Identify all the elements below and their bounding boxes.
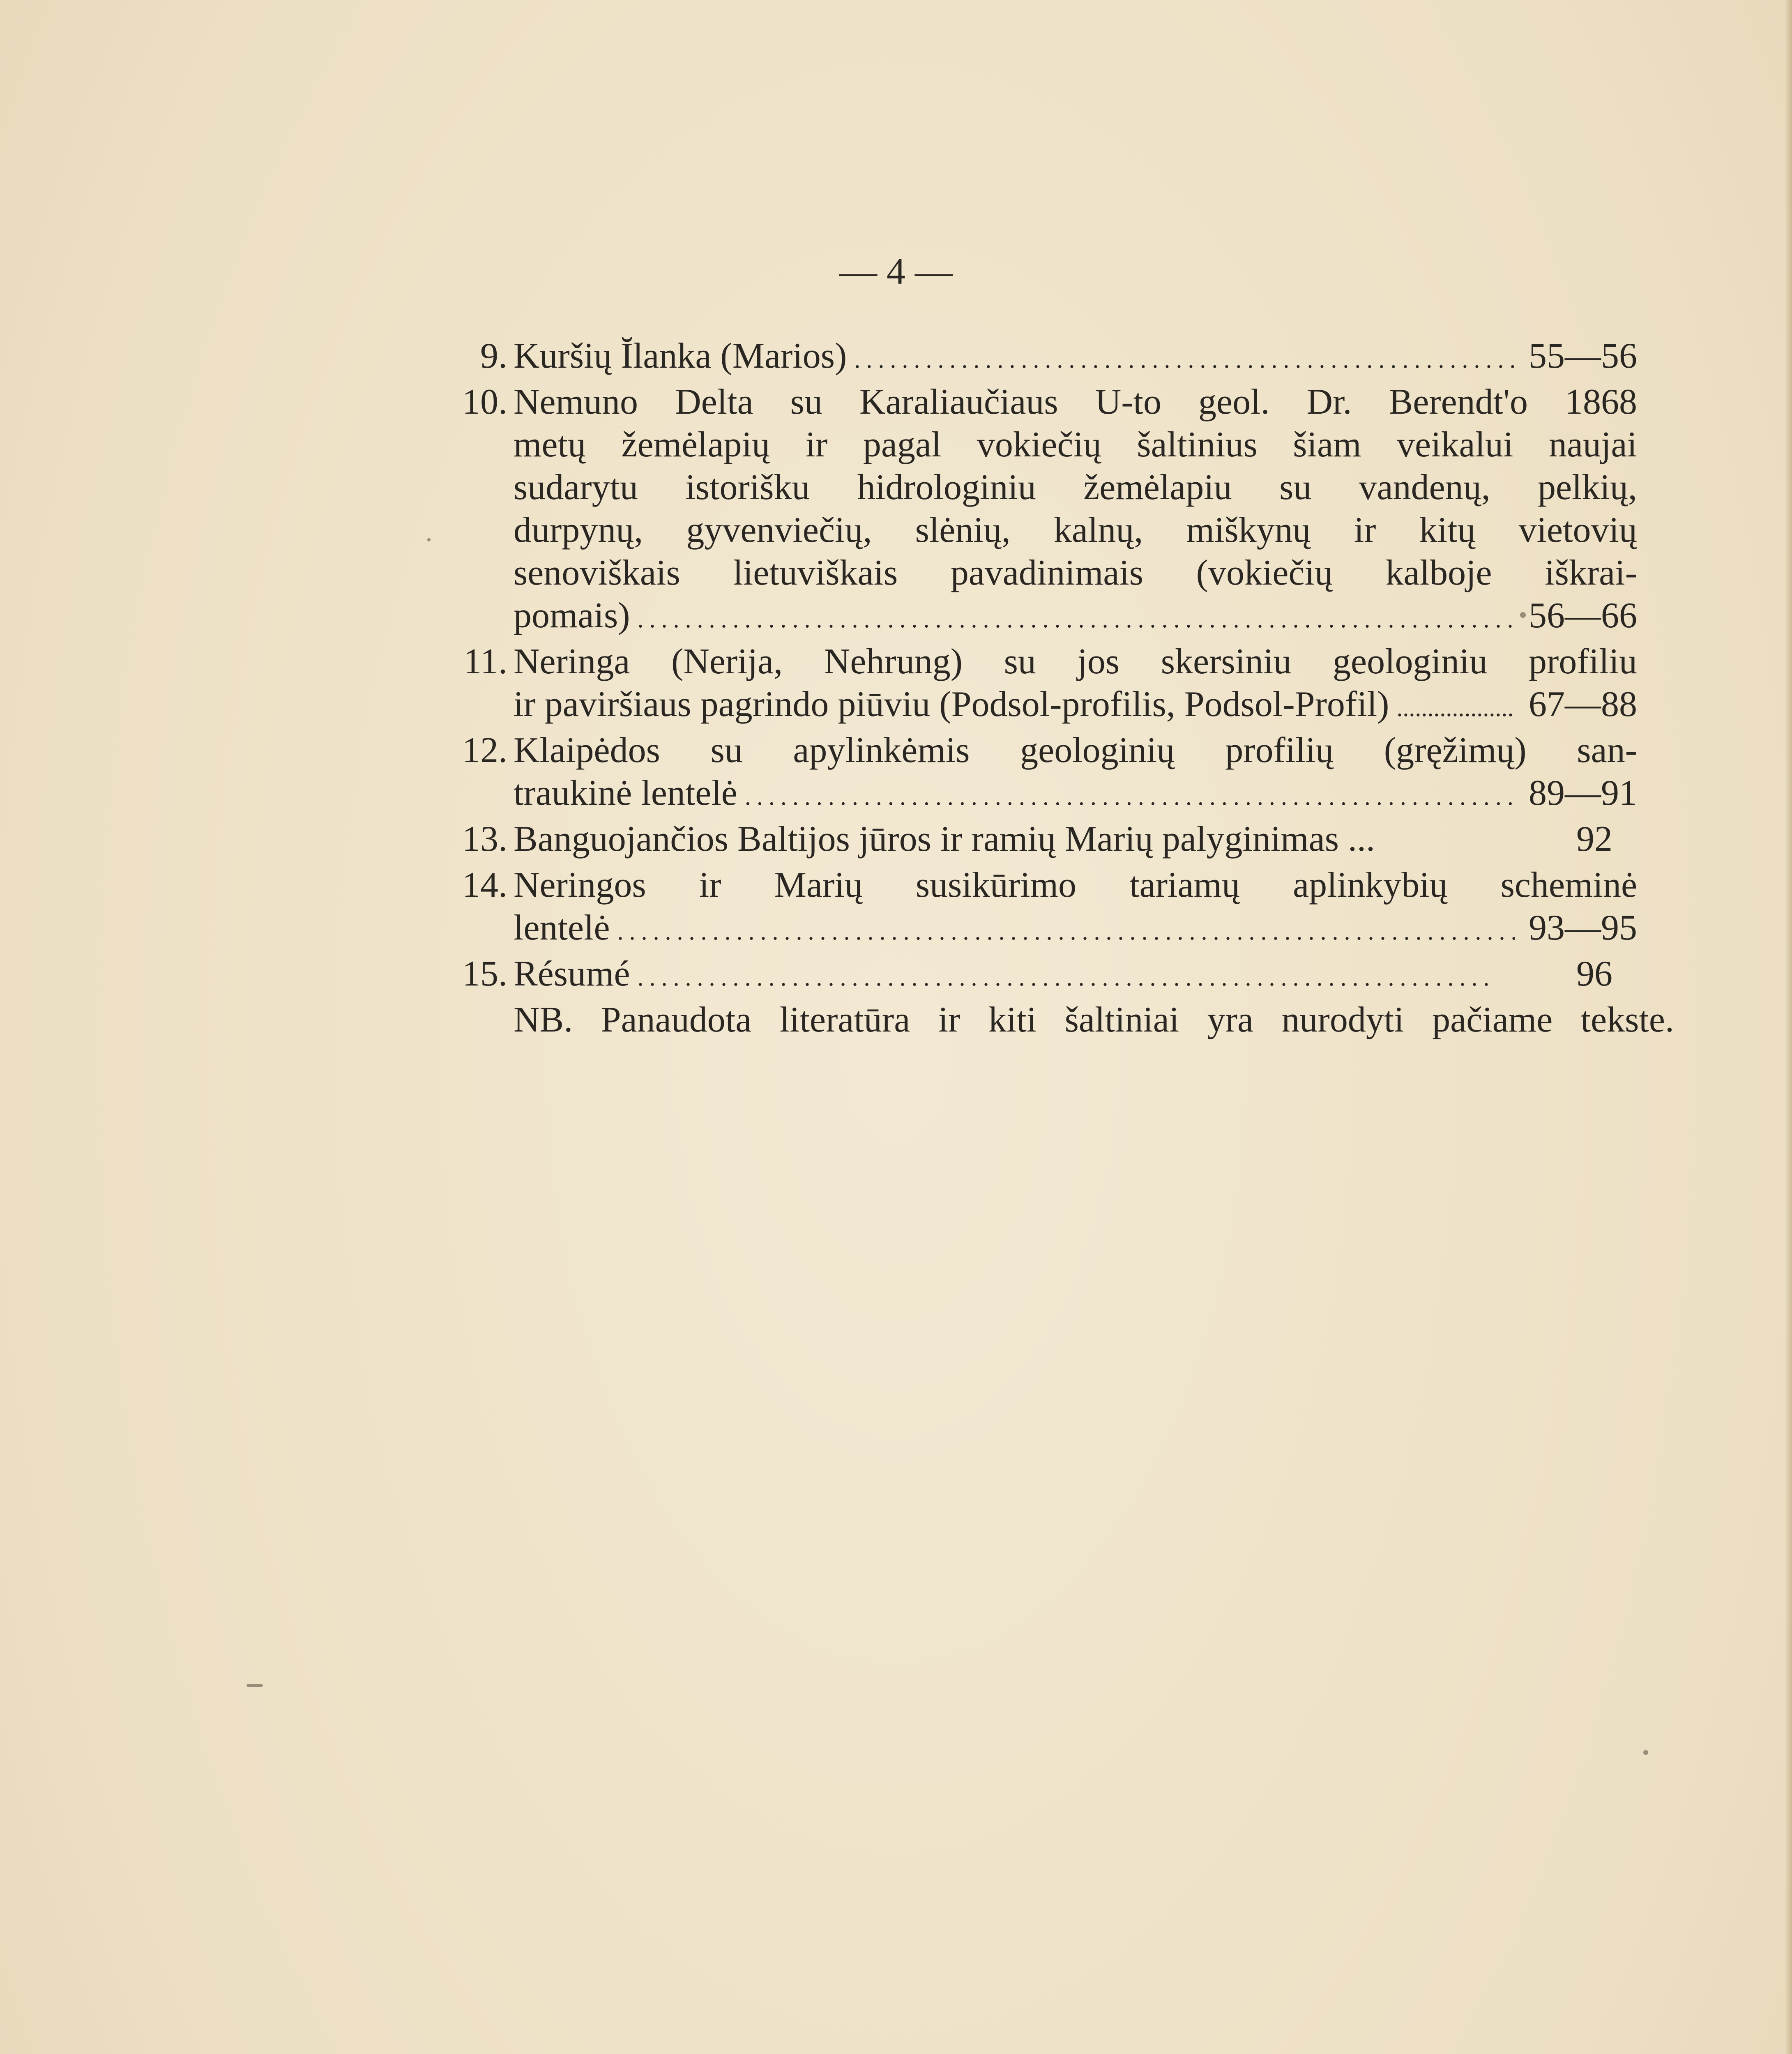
entry-title: lentelė (514, 908, 610, 948)
entry-pages: 67—88 (1529, 684, 1637, 724)
entry-line: Klaipėdos su apylinkėmis geologinių profilių (gręžimų) san- (514, 730, 1637, 770)
entry-last-line (514, 594, 1637, 640)
entry-last-line (514, 683, 1637, 729)
entry-title: traukinė lentelė (514, 773, 737, 813)
toc-entry-11 (446, 640, 1637, 729)
entry-last-line (514, 907, 1637, 953)
entry-last-line (514, 335, 1637, 381)
entry-title: Kuršių Ĭlanka (Marios) (514, 336, 847, 376)
leader-dots (1396, 686, 1515, 729)
entry-number: 13. (462, 819, 507, 859)
toc-entry-12 (446, 729, 1637, 818)
paper-speck (1520, 612, 1526, 618)
page-number: — 4 — (839, 250, 953, 292)
entry-number: 15. (462, 954, 507, 994)
entry-line: Neringos ir Marių susikūrimo tariamų aplinkybių scheminė (514, 865, 1637, 905)
entry-number: 12. (462, 730, 507, 770)
entry-pages: 93—95 (1529, 908, 1637, 948)
toc-entry-14 (446, 864, 1637, 953)
entry-number: 11. (463, 642, 507, 682)
entry-line: Nemuno Delta su Karaliaučiaus U-to geol. Dr. Berendt'o 1868 (514, 382, 1637, 422)
toc-entry-10 (446, 381, 1637, 640)
entry-pages: 56—66 (1529, 596, 1637, 636)
toc-entry-13 (446, 818, 1637, 864)
entry-pages: 92 (1576, 819, 1612, 859)
table-of-contents (446, 335, 1674, 1041)
entry-title: Banguojančios Baltijos jūros ir ramių Marių palyginimas ... (514, 819, 1375, 859)
entry-title: pomais) (514, 596, 630, 636)
entry-number: 9. (480, 336, 507, 376)
paper-speck (246, 1684, 263, 1687)
entry-pages: 96 (1576, 954, 1612, 994)
leader-dots (638, 598, 1515, 640)
paper-speck (427, 538, 431, 541)
entry-title: Résumé (514, 954, 630, 994)
page-edge-shadow (1785, 0, 1792, 2054)
leader-dots (745, 775, 1515, 818)
entry-line: sudarytu istorišku hidrologiniu žemėlapiu su vandenų, pelkių, (514, 467, 1637, 507)
toc-entry-9 (446, 335, 1637, 381)
entry-last-line (514, 818, 1637, 864)
entry-pages: 89—91 (1529, 773, 1637, 813)
entry-line: metų žemėlapių ir pagal vokiečių šaltinius šiam veikalui naujai (514, 425, 1637, 465)
entry-last-line (514, 953, 1637, 999)
literature-note: NB. Panaudota literatūra ir kiti šaltiniai yra nurodyti pačiame tekste. (514, 1000, 1674, 1040)
entry-line: Neringa (Nerija, Nehrung) su jos skersiniu geologiniu profiliu (514, 642, 1637, 682)
entry-title: ir paviršiaus pagrindo piūviu (Podsol-profilis, Podsol-Profil) (514, 684, 1389, 724)
entry-line: durpynų, gyvenviečių, slėnių, kalnų, miškynų ir kitų vietovių (514, 510, 1637, 550)
entry-number: 10. (462, 382, 507, 422)
leader-dots (638, 956, 1490, 999)
paper-speck (1643, 1750, 1648, 1755)
entry-pages: 55—56 (1529, 336, 1637, 376)
entry-line: senoviškais lietuviškais pavadinimais (vokiečių kalboje iškrai- (514, 553, 1637, 593)
entry-last-line (514, 772, 1637, 818)
entry-number: 14. (462, 865, 507, 905)
leader-dots (854, 338, 1515, 381)
toc-entry-15 (446, 953, 1637, 999)
leader-dots (617, 910, 1515, 953)
